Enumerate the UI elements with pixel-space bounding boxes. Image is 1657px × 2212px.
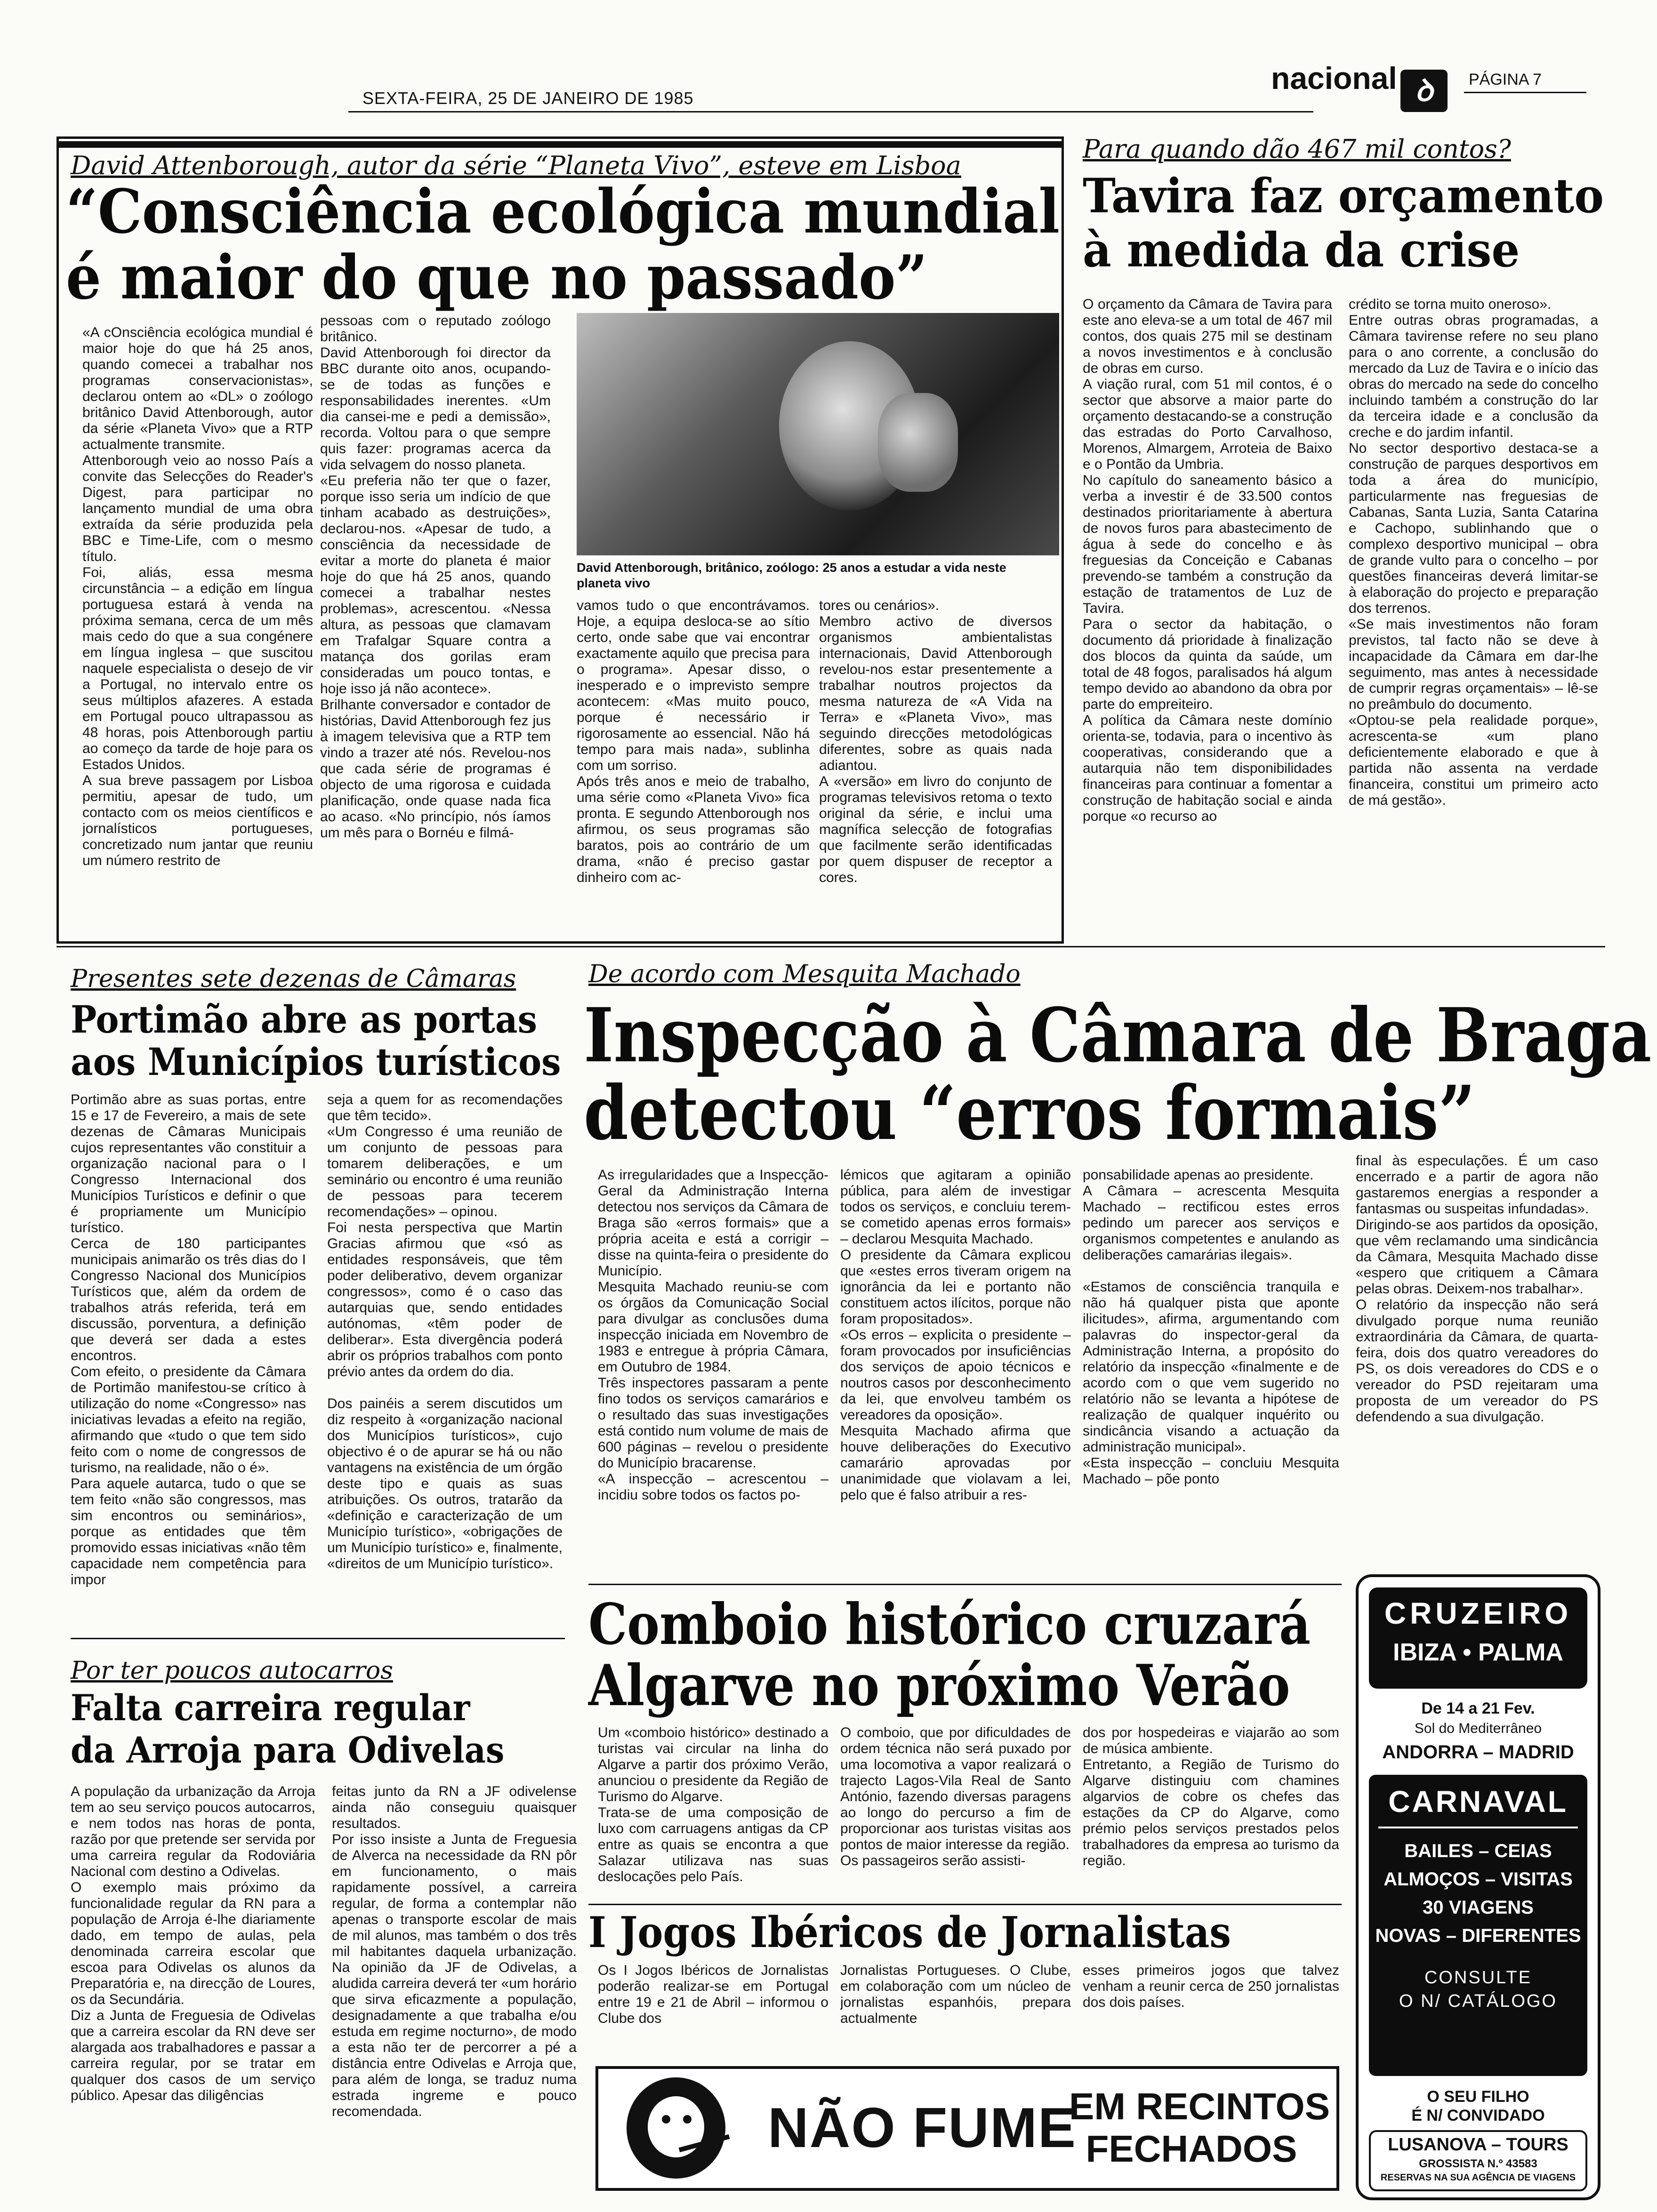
carnival-item-1: BAILES – CEIAS — [1404, 1841, 1552, 1861]
comboio-col-1: Um «comboio histórico» destinado a turistas vai circular na linha do Algarve a partir dos próximo Verão, anunciou o presidente da Região de Turismo do Algarve. Trata-se de uma composição de luxo com carruagens antigas da CP entre as quais se encontra a que Salazar utilizava nas suas deslocações pelo País. — [598, 1725, 828, 1884]
jogos-headline: I Jogos Ibéricos de Jornalistas — [588, 1907, 1231, 1957]
face-highlight — [648, 2096, 704, 2157]
cruise-title: CRUZEIRO — [1384, 1596, 1572, 1630]
masthead-date: SEXTA-FEIRA, 25 DE JANEIRO DE 1985 — [362, 88, 694, 108]
arroja-col-1: A população da urbanização da Arroja tem ao seu serviço poucos autocarros, e nem todos nas horas de ponta, razão por que pretende ser servida por uma carreira regular da Rodoviária Nacional com destino a Odivelas. O exemplo mais próximo da funcionalidade regular da RN para a população de Arroja é-lhe diariamente dado, em tempo de aulas, pela denominada carreira escolar que escoa para Odivelas os alunos da Preparatória e, na direcção de Loures, os da Secundária. Diz a Junta de Freguesia de Odivelas que a carreira escolar da RN deve ser alargada aos trabalhadores e passar a carreira regular, por se tratar em qualquer dos casos de um serviço público. Apesar das diligências — [71, 1784, 315, 2103]
arroja-col-2: feitas junto da RN a JF odivelense ainda não conseguiu quaisquer resultados. Por isso insiste a Junta de Freguesia de Alverca na necessidade da RN pôr em funcionamento, o mais rapidamente possível, a carreira regular, de forma a contemplar não apenas o transporte escolar de mais de mil alunos, mas também o dos três mil habitantes daquela urbanização. Na opinião da JF de Odivelas, a aludida carreira deverá ter «um horário que sirva eficazmente a população, designadamente a que trabalha e/ou estuda em regime nocturno», de modo a esta não ter de percorrer a pé a distância entre Odivelas e Arroja que, para além de longa, se traduz numa estrada ingreme e pouco recomendada. — [332, 1784, 577, 2119]
tavira-kicker: Para quando dão 467 mil contos? — [1083, 134, 1511, 164]
page-number: PÁGINA 7 — [1469, 71, 1542, 88]
jogos-col-1: Os I Jogos Ibéricos de Jornalistas poderão realizar-se em Portugal entre 19 e 21 de Abril – informou o Clube dos — [598, 1963, 828, 2026]
consult-line-1: CONSULTE — [1424, 1968, 1532, 1988]
newspaper-logo-icon: ꝺ — [1400, 70, 1448, 112]
agency-license: GROSSISTA N.º 43583 — [1419, 2157, 1537, 2170]
comboio-headline-2: Algarve no próximo Verão — [588, 1652, 1290, 1719]
carnival-item-3: 30 VIAGENS — [1423, 1897, 1534, 1918]
portimao-col-1: Portimão abre as suas portas, entre 15 e 17 de Fevereiro, a mais de sete dezenas de Câmaras Municipais cujos representantes vão constituir a organização nacional para o I Congresso Internacional dos Municípios Turísticos e definir o que é propriamente um Município turístico. Cerca de 180 participantes municipais animarão os três dias do I Congresso Nacional dos Municípios Turísticos que, além da ordem de trabalhos atrás referida, terá em discussão, porventura, a definição que deverá ser dada a estes encontros. Com efeito, o presidente da Câmara de Portimão manifestou-se crítico à utilização do nome «Congresso» nas iniciativas levadas a efeito na região, afirmando que «tudo o que tem sido feito com o nome de congressos de turismo, na realidade, não o é». Para aquele autarca, tudo o que se tem feito «não são congressos, mas sim encontros ou seminários», porque as entidades que têm promovido essas iniciativas «não têm capacidade nem competência para impor — [71, 1092, 306, 1587]
carnival-divider — [1378, 1827, 1578, 1828]
jogos-col-3: esses primeiros jogos que talvez venham a reunir cerca de 250 jornalistas dos dois países. — [1083, 1963, 1339, 2010]
attenborough-headline-1: “Consciência ecológica mundial — [66, 176, 1060, 247]
attenborough-headline-2: é maior do que no passado” — [66, 242, 928, 313]
comboio-col-3: dos por hospedeiras e viajarão ao som de música ambiente. Entretanto, a Região de Turismo do Algarve distinguiu com chamines algarvios de cobre os chefes das estações da CP do Algarve, como prémio pelos serviços prestados pelos trabalhadores da empresa ao turismo da região. — [1083, 1725, 1339, 1868]
cruise-ship: Sol do Mediterrâneo — [1414, 1721, 1542, 1736]
braga-col-2: lémicos que agitaram a opinião pública, para além de investigar todos os serviços, e concluiu terem-se cometido apenas erros formais» – declarou Mesquita Machado. O presidente da Câmara explicou que «estes erros tiveram origem na ignorância da lei e portanto não constituem actos ilícitos, porque não foram propositados». «Os erros – explicita o presidente – foram provocados por insuficiências dos serviços de apoio técnicos e noutros casos por desconhecimento da lei, que envolveu também os vereadores da oposição». Mesquita Machado afirma que houve deliberações do Executivo camarário aprovadas por unanimidade que violavam a lei, pelo que é falso atribuir a res- — [840, 1167, 1071, 1503]
attenborough-col-3: vamos tudo o que encontrávamos. Hoje, a equipa desloca-se ao sítio certo, onde sabe que vai encontrar exactamente aquilo que precisa para o programa». Apesar disso, o inesperado e o imprevisto sempre acontecem: «Mas muito pouco, porque é necessário ir rigorosamente ao essencial. Não há tempo para mais nada», sublinha com um sorriso. Após três anos e meio de trabalho, uma série como «Planeta Vivo» fica pronta. E segundo Attenborough nos afirmou, os seus programas são baratos, pois ao contrário de um drama, «não é preciso gastar dinheiro com ac- — [577, 598, 810, 885]
portimao-col-2: seja a quem for as recomendações que têm tecido». «Um Congresso é uma reunião de um conjunto de pessoas para tomarem deliberações, e um seminário ou encontro é uma reunião de pessoas para tecerem recomendações» – opinou. Foi nesta perspectiva que Martin Gracias afirmou que «só as entidades responsáveis, que têm poder deliberativo, devem organizar congressos», como é o caso das autarquias que, sendo entidades autónomas, «têm poder de deliberar». Esta divergência poderá abrir os próprios trabalhos com ponto prévio antes da ordem do dia. Dos painéis a serem discutidos um diz respeito à «organização nacional dos Municípios turísticos», cujo objectivo é o de apurar se há ou não vantagens na existência de um órgão deste tipo e quais as suas atribuições. Os outros, tratarão da «definição e caracterização de um Município turístico», «obrigações de um Município turístico» e, finalmente, «direitos de um Município turístico». — [327, 1092, 563, 1571]
arroja-headline-2: da Arroja para Odivelas — [71, 1729, 505, 1771]
arroja-headline-1: Falta carreira regular — [71, 1687, 470, 1729]
comboio-col-2: O comboio, que por dificuldades de ordem técnica não será puxado por uma locomotiva a vapor realizará o trajecto Lagos-Vila Real de Santo António, fazendo diversas paragens ao longo do percurso a fim de proporcionar aos turistas visitas aos pontos de maior interesse da região. Os passageiros serão assisti- — [840, 1725, 1071, 1868]
child-invite-1: O SEU FILHO — [1427, 2088, 1529, 2106]
carnival-panel — [1369, 1775, 1587, 2076]
carnival-item-2: ALMOÇOS – VISITAS — [1384, 1869, 1573, 1890]
portimao-headline-1: Portimão abre as portas — [71, 997, 538, 1042]
consult-line-2: O N/ CATÁLOGO — [1399, 1991, 1557, 2011]
attenborough-col-2: pessoas com o reputado zoólogo britânico. David Attenborough foi director da BBC durante oito anos, ocupando-se de todas as funções e responsabilidades inerentes. «Um dia cansei-me e pedi a demissão», recorda. Voltou para o que sempre quis fazer: programas acerca da vida selvagem do nosso planeta. «Eu preferia não ter que o fazer, porque isso seria um indício de que tinham acabado as destruições», declarou-nos. «Apesar de tudo, a consciência da necessidade de evitar a morte do planeta é maior hoje do que há 25 anos, quando comecei a trabalhar nestes problemas», acrescentou. «Nessa altura, as pessoas que clamavam em Trafalgar Square contra a matança dos gorilas eram consideradas um pouco tontas, e hoje isso já não acontece». Brilhante conversador e contador de histórias, David Attenborough fez jus à imagem televisiva que a RTP tem vindo a trazer até nós. Revelou-nos que cada série de programas é objecto de uma rigorosa e cuidada planificação, onde quase nada fica ao acaso. «No princípio, nós íamos um mês para o Bornéu e filmá- — [320, 313, 551, 841]
braga-col-3: ponsabilidade apenas ao presidente. A Câmara – acrescenta Mesquita Machado – rectificou estes erros pedindo um parecer aos serviços e organismos competentes e anulando as deliberações camarárias ilegais». «Estamos de consciência tranquila e não há qualquer pista que aponte ilicitudes», afirma, argumentando com palavras do inspector-geral da Administração Interna, a propósito do relatório da inspecção «finalmente e de acordo com o que vem sugerido no relatório não se levanta a hipótese de realização de qualquer inquérito ou sindicância visando a actuação da administração municipal». «Esta inspecção – concluiu Mesquita Machado – põe ponto — [1083, 1167, 1339, 1487]
trip-route: ANDORRA – MADRID — [1382, 1742, 1574, 1763]
face-eye-right — [683, 2115, 692, 2124]
jogos-col-2: Jornalistas Portugueses. O Clube, em colaboração com um núcleo de jornalistas espanhóis, prepara actualmente — [840, 1963, 1071, 2026]
attenborough-photo — [577, 313, 1059, 555]
carnival-item-4: NOVAS – DIFERENTES — [1375, 1925, 1581, 1946]
braga-kicker: De acordo com Mesquita Machado — [588, 960, 1021, 988]
no-smoking-ad — [595, 2066, 1339, 2191]
tavira-headline-1: Tavira faz orçamento — [1083, 168, 1604, 224]
tavira-headline-2: à medida da crise — [1083, 222, 1520, 278]
child-invite-2: É N/ CONVIDADO — [1411, 2107, 1545, 2124]
cruise-dates: De 14 a 21 Fev. — [1421, 1699, 1535, 1717]
agency-panel — [1369, 2130, 1587, 2191]
attenborough-photo-caption: David Attenborough, britânico, zoólogo: 25 anos a estudar a vida neste planeta vivo — [577, 561, 1006, 590]
divider-left-mid — [71, 1638, 565, 1639]
braga-col-1: As irregularidades que a Inspecção-Geral da Administração Interna detectou nos serviços da Câmara de Braga são «erros formais» que a própria aceita e está a corrigir – disse na quinta-feira o presidente do Município. Mesquita Machado reuniu-se com os órgãos da Comunicação Social para divulgar as conclusões duma inspecção iniciada em Novembro de 1983 e entregue à própria Câmara, em Outubro de 1984. Três inspectores passaram a pente fino todos os serviços camarários e o resultado das suas investigações está contido num volume de mais de 600 páginas – revelou o presidente do Município bracarense. «A inspecção – acrescentou – incidiu sobre todos os factos po- — [598, 1167, 828, 1503]
agency-name: LUSANOVA – TOURS — [1388, 2135, 1569, 2155]
smoker-face-icon — [627, 2077, 725, 2179]
braga-headline-1: Inspecção à Câmara de Braga — [584, 992, 1652, 1079]
travel-ad — [1356, 1574, 1601, 2200]
article-attenborough-top-bar — [56, 141, 1064, 148]
divider-top — [56, 946, 1605, 947]
agency-reservations: RESERVAS NA SUA AGÊNCIA DE VIAGENS — [1380, 2172, 1576, 2183]
divider-jogos — [588, 1904, 1342, 1905]
attenborough-kicker: David Attenborough, autor da série “Planeta Vivo”, esteve em Lisboa — [71, 151, 961, 180]
divider-comboio — [588, 1584, 1342, 1585]
masthead — [0, 0, 1657, 118]
arroja-kicker: Por ter poucos autocarros — [71, 1657, 393, 1685]
portimao-headline-2: aos Municípios turísticos — [71, 1040, 561, 1084]
face-eye-left — [662, 2115, 670, 2124]
closed-spaces-text-2: FECHADOS — [1086, 2128, 1297, 2170]
attenborough-col-4: tores ou cenários». Membro activo de diversos organismos ambientalistas internacionais, David Attenborough revelou-nos estar presentemente a trabalhar noutros projectos da mesma natureza de «A Vida na Terra» e «Planeta Vivo», mas seguindo direcções metodológicas diferentes, sobre as quais nada adiantou. A «versão» em livro do conjunto de programas televisivos retoma o texto original da série, e inclui uma magnífica selecção de fotografias que facilmente serão identificadas por quem dispuser de receptor a cores. — [819, 598, 1052, 885]
masthead-line-right — [1464, 92, 1586, 93]
closed-spaces-text-1: EM RECINTOS — [1069, 2085, 1330, 2127]
cruise-route: IBIZA • PALMA — [1393, 1639, 1563, 1666]
attenborough-col-1: «A cOnsciência ecológica mundial é maior hoje do que há 25 anos, quando comecei a trabalhar nos programas conservacionistas», declarou ontem ao «DL» o zoólogo britânico David Attenborough, autor da série «Planeta Vivo» que a RTP actualmente transmite. Attenborough veio ao nosso País a convite das Selecções do Reader's Digest, para participar no lançamento mundial de uma obra extraída da série produzida pela BBC e Time-Life, com o mesmo título. Foi, aliás, essa mesma circunstância – a edição em língua portuguesa estará à venda na próxima semana, cerca de um mês mais cedo do que a sua congénere em língua inglesa – que suscitou naquele especialista o desejo de vir a Portugal, no intervalo entre os seus múltiplos afazeres. A estada em Portugal pouco ultrapassou as 48 horas, pois Attenborough partiu ao começo da tarde de hoje para os Estados Unidos. A sua breve passagem por Lisboa permitiu, apesar de tudo, um contacto com os meios científicos e jornalísticos portugueses, concretizado num jantar que reuniu um número restrito de — [82, 325, 313, 868]
comboio-headline-1: Comboio histórico cruzará — [588, 1591, 1311, 1658]
tavira-col-2: crédito se torna muito oneroso». Entre outras obras programadas, a Câmara tavirense refere no seu plano para o ano corrente, a conclusão do mercado da Luz de Tavira e o início das obras do mercado na sede do concelho incluindo também a construção do lar da terceira idade e a conclusão da creche e do jardim infantil. No sector desportivo destaca-se a construção de parques desportivos em toda a área do município, particularmente nas freguesias de Cabanas, Santa Luzia, Santa Catarina e Cachopo, sublinhando que o complexo desportivo municipal – obra de grande vulto para o concelho – por questões financeiras deverá limitar-se à elaboração do projecto e preparação dos terrenos. «Se mais investimentos não foram previstos, tal facto não se deve à incapacidade da Câmara em dar-lhe seguimento, mas antes à necessidade de cumprir regras orçamentais» – lê-se no preâmbulo do documento. «Optou-se pela realidade porque», acrescenta-se «um plano deficientemente elaborado e que à partida não assenta na verdade financeira, constitui um primeiro acto de má gestão». — [1349, 297, 1598, 808]
braga-headline-2: detectou “erros formais” — [584, 1070, 1475, 1157]
section-name: nacional — [1271, 61, 1397, 96]
braga-col-4: final às especulações. É um caso encerrado e a partir de agora não gastaremos energias a responder a fantasmas ou suspeitas infundadas». Dirigindo-se aos partidos da oposição, que vêm reclamando uma sindicância da Câmara, Mesquita Machado disse «espero que critiquem a Câmara pelas obras. Deixem-nos trabalhar». O relatório da inspecção não será divulgado porque numa reunião extraordinária da Câmara, de quarta-feira, dois dos quatro vereadores do PS, os dois vereadores do CDS e o vereador do PSD rejeitaram uma proposta de um vereador do PS defendendo a sua divulgação. — [1356, 1153, 1598, 1425]
portrait-hand-shape — [878, 393, 958, 492]
no-smoking-text: NÃO FUME — [768, 2096, 1077, 2159]
tavira-col-1: O orçamento da Câmara de Tavira para este ano eleva-se a um total de 467 mil contos, dos quais 275 mil se destinam a novos investimentos e à conclusão de obras em curso. A viação rural, com 51 mil contos, é o sector que absorve a maior parte do orçamento destacando-se a construção das estradas do Porto Carvalhoso, Morenos, Almargem, Arroteia de Baixo e o Pontão da Umbria. No capítulo do saneamento básico a verba a investir é de 33.500 contos destinados prioritariamente à abertura de novos furos para abastecimento de água à sede do concelho e às freguesias da Conceição e Cabanas prevendo-se também a construção da estação de tratamentos de Luz de Tavira. Para o sector da habitação, o documento dá prioridade à finalização dos blocos da quinta da saúde, um total de 48 fogos, paralisados há algum tempo devido ao abandono da obra por parte do empreiteiro. A política da Câmara neste domínio orienta-se, todavia, para o incentivo às cooperativas, considerando que a autarquia não tem disponibilidades financeiras para continuar a fomentar a construção de habitação social e ainda porque «o recurso ao — [1083, 297, 1332, 824]
carnival-title: CARNAVAL — [1388, 1785, 1568, 1819]
travel-ad-header — [1369, 1587, 1587, 1689]
masthead-line — [348, 111, 1313, 112]
portimao-kicker: Presentes sete dezenas de Câmaras — [71, 965, 516, 993]
